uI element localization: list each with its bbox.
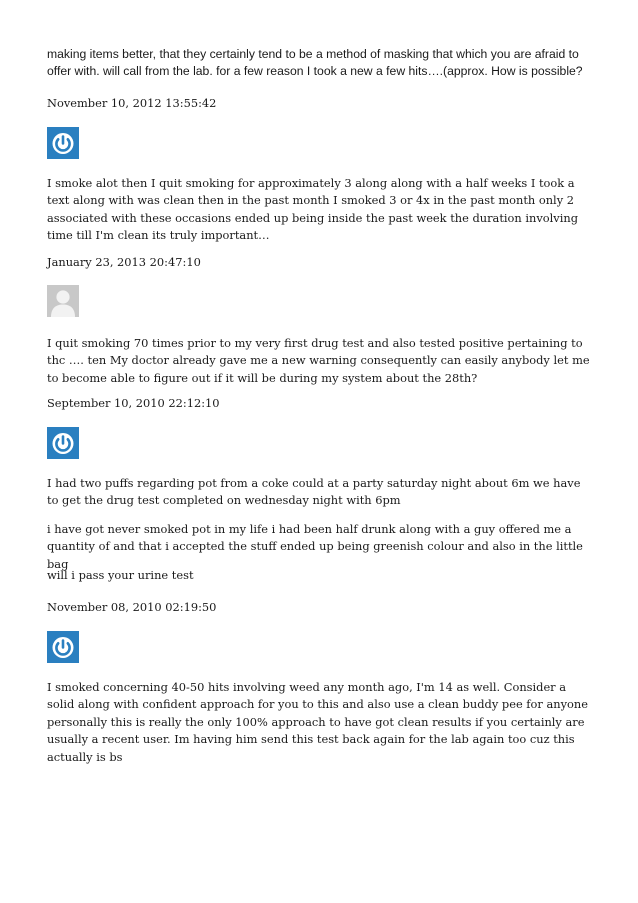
comment-text: will i pass your urine test [47,568,194,582]
comment-text: i have got never smoked pot in my life i had been half drunk along with a guy offered me a quantity of and that i accepted the stuff ended up being greenish colour and also in the little bag [47,522,583,571]
comment-date: January 23, 2013 20:47:10 [47,255,201,269]
comment-avatar [47,427,79,459]
comment-text: I smoked concerning 40-50 hits involving weed any month ago, I'm 14 as well. Consider a solid along with confident approach for you to this and also use a clean buddy pee for anyone personally this is really the only 100% approach to have got clean results if you certainly are usually a recent user. Im having him send this test back again for the lab again too cuz this actually is bs [47,680,588,764]
comment-text: I smoke alot then I quit smoking for approximately 3 along along with a half weeks I took a text along with was clean then in the past month I smoked 3 or 4x in the past month only 2 associated with these occasions ended up being inside the past week the duration involving time till I'm clean its truly important… [47,176,578,243]
comment-text: I had two puffs regarding pot from a coke could at a party saturday night about 6m we have to get the drug test completed on wednesday night with 6pm [47,476,581,508]
comment-text: I quit smoking 70 times prior to my very first drug test and also tested positive pertaining to thc …. ten My doctor already gave me a new warning consequently can easily anybody let me to become able to figure out if it will be during my system about the 28th? [47,336,590,385]
power-icon [47,427,79,459]
power-icon [47,631,79,663]
comment-avatar [47,127,79,159]
comment-date: November 08, 2010 02:19:50 [47,600,217,614]
intro-text: making items better, that they certainly tend to be a method of masking that which you are afraid to offer with. will call from the lab. for a few reason I took a new a few hits….(approx. How is possible? [47,47,583,79]
comment-avatar [47,285,79,317]
comment-avatar [47,631,79,663]
comment-date: September 10, 2010 22:12:10 [47,396,220,410]
comment-date: November 10, 2012 13:55:42 [47,96,217,110]
power-icon [47,127,79,159]
default-user-icon [47,285,79,317]
